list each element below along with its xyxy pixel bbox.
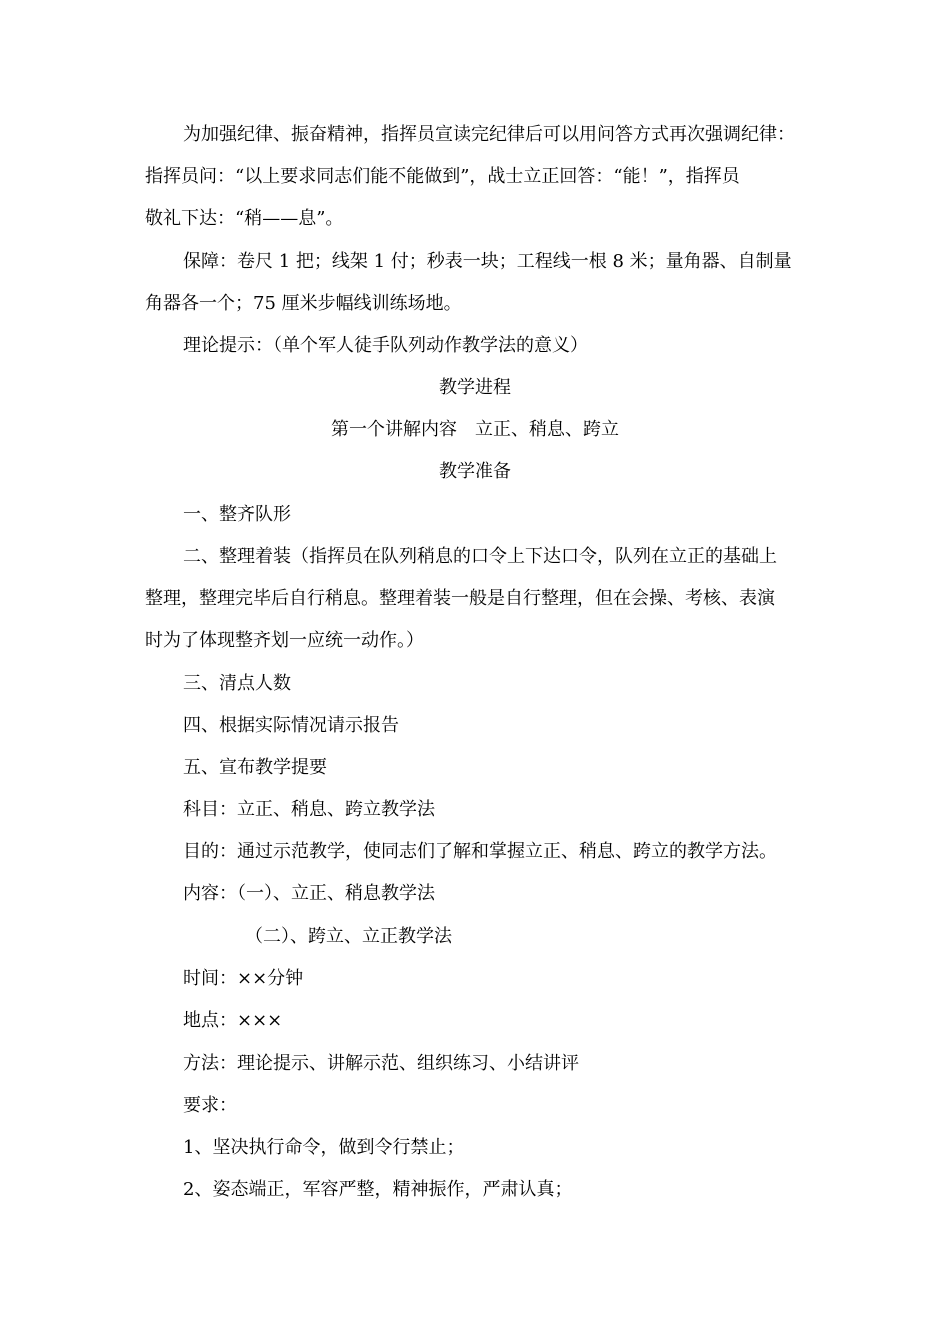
- outline-content: 内容：（一）、立正、稍息教学法: [183, 883, 435, 904]
- paragraph-line: 理论提示：（单个军人徒手队列动作教学法的意义）: [183, 335, 588, 356]
- paragraph-line: 指挥员问：“以上要求同志们能不能做到”，战士立正回答：“能！”，指挥员: [145, 166, 740, 187]
- outline-requirements: 要求：: [183, 1095, 237, 1116]
- outline-method: 方法：理论提示、讲解示范、组织练习、小结讲评: [183, 1053, 579, 1074]
- outline-subject: 科目：立正、稍息、跨立教学法: [183, 799, 435, 820]
- requirement-item: 1、坚决执行命令，做到令行禁止；: [183, 1137, 465, 1158]
- section-heading: 教学准备: [439, 461, 511, 482]
- prep-item: 时为了体现整齐划一应统一动作。）: [145, 630, 424, 651]
- section-heading: 第一个讲解内容 立正、稍息、跨立: [331, 419, 619, 440]
- prep-item: 五、宣布教学提要: [183, 757, 327, 778]
- requirement-item: 2、姿态端正，军容严整，精神振作，严肃认真；: [183, 1179, 573, 1200]
- prep-item: 三、清点人数: [183, 673, 291, 694]
- paragraph-line: 角器各一个；75 厘米步幅线训练场地。: [145, 293, 462, 314]
- outline-time: 时间：××分钟: [183, 968, 304, 989]
- prep-item: 二、整理着装（指挥员在队列稍息的口令上下达口令，队列在立正的基础上: [183, 546, 777, 567]
- outline-content: （二）、跨立、立正教学法: [245, 926, 452, 947]
- paragraph-line: 敬礼下达：“稍——息”。: [145, 208, 344, 229]
- prep-item: 四、根据实际情况请示报告: [183, 715, 399, 736]
- prep-item: 整理，整理完毕后自行稍息。整理着装一般是自行整理，但在会操、考核、表演: [145, 588, 775, 609]
- prep-item: 一、整齐队形: [183, 504, 291, 525]
- outline-place: 地点：×××: [183, 1010, 283, 1031]
- section-heading: 教学进程: [439, 377, 511, 398]
- paragraph-line: 保障：卷尺 1 把；线架 1 付；秒表一块；工程线一根 8 米；量角器、自制量: [183, 251, 792, 272]
- paragraph-line: 为加强纪律、振奋精神，指挥员宣读完纪律后可以用问答方式再次强调纪律：: [183, 124, 795, 145]
- outline-purpose: 目的：通过示范教学，使同志们了解和掌握立正、稍息、跨立的教学方法。: [183, 841, 777, 862]
